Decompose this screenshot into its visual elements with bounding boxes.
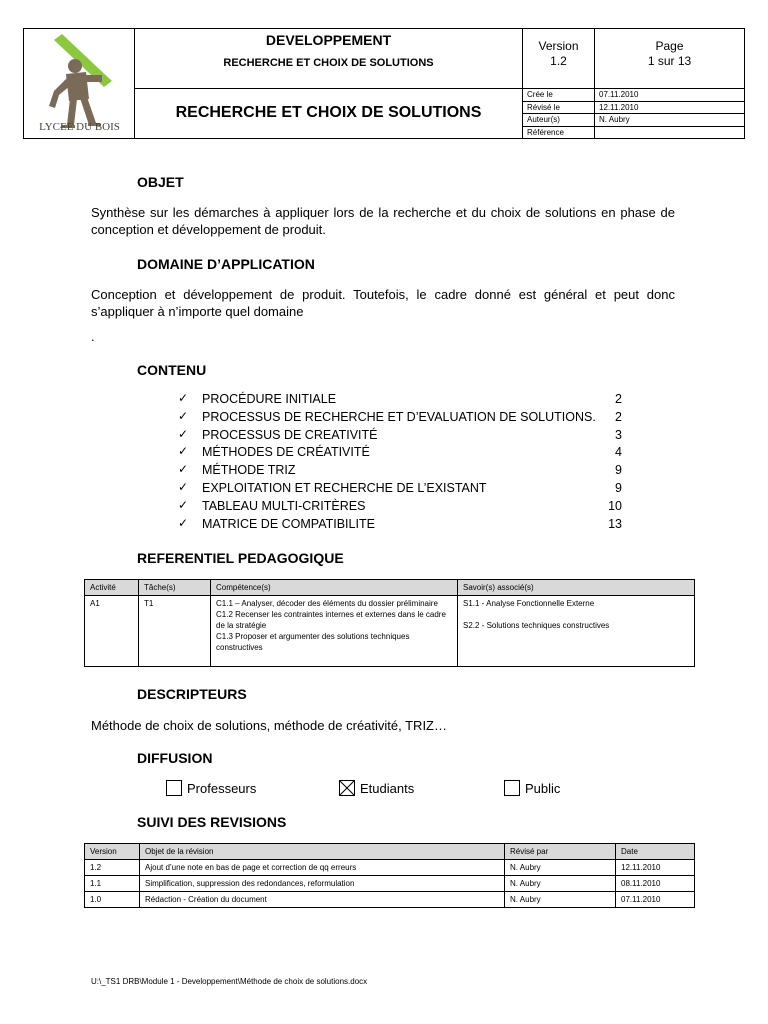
version-cell xyxy=(523,29,595,89)
page-cell xyxy=(595,29,744,89)
revise-par-cell: N. Aubry xyxy=(505,892,616,908)
domaine-text: Conception et développement de produit. Toutefois, le cadre donné est général et peut donc s’appliquer à n’importe quel domaine xyxy=(91,287,675,319)
toc-item[interactable]: ✓ MATRICE DE COMPATIBILITE 13 xyxy=(178,515,622,531)
meta-value: N. Aubry xyxy=(599,115,630,124)
checkbox-label: Professeurs xyxy=(187,781,257,796)
meta-row-author xyxy=(523,114,744,127)
contenu-heading: CONTENU xyxy=(137,362,207,378)
date-cell: 12.11.2010 xyxy=(616,860,695,876)
toc-item[interactable]: ✓ MÉTHODES DE CRÉATIVITÉ 4 xyxy=(178,444,622,460)
checkmark-icon: ✓ xyxy=(178,515,189,530)
domaine-heading: DOMAINE D’APPLICATION xyxy=(137,256,315,272)
header-title-cell xyxy=(135,29,523,89)
savoir-item: S1.1 - Analyse Fonctionnelle Externe xyxy=(463,599,595,608)
column-header: Version xyxy=(85,844,140,860)
checkbox[interactable] xyxy=(166,780,182,796)
checkmark-icon: ✓ xyxy=(178,391,189,405)
competence-item: C1.3 Proposer et argumenter des solutions techniques constructives xyxy=(216,632,410,652)
checkbox-checked[interactable] xyxy=(339,780,355,796)
referentiel-table xyxy=(84,579,695,667)
footer-file-path: U:\_TS1 DRB\Module 1 - Developpement\Méthode de choix de solutions.docx xyxy=(91,977,368,986)
version-cell: 1.2 xyxy=(85,860,140,876)
checkbox-label: Public xyxy=(525,781,561,796)
table-row xyxy=(85,860,695,876)
checkmark-icon: ✓ xyxy=(178,426,189,441)
revise-par-cell: N. Aubry xyxy=(505,876,616,892)
checkmark-icon: ✓ xyxy=(178,497,189,512)
objet-cell: Rédaction - Création du document xyxy=(140,892,505,908)
checkbox[interactable] xyxy=(504,780,520,796)
meta-value: 07.11.2010 xyxy=(599,90,639,99)
meta-value: 12.11.2010 xyxy=(599,102,639,112)
table-header-row xyxy=(85,580,695,596)
savoirs-cell xyxy=(458,596,695,667)
competence-item: C1.1 – Analyser, décoder des éléments du dossier préliminaire xyxy=(216,599,438,608)
checkbox-label: Etudiants xyxy=(360,781,415,796)
column-header: Compétence(s) xyxy=(211,580,458,596)
checkmark-icon: ✓ xyxy=(178,408,189,423)
toc-item[interactable]: ✓ PROCESSUS DE CREATIVITÉ 3 xyxy=(178,426,622,442)
version-cell: 1.0 xyxy=(85,892,140,908)
meta-row-revised xyxy=(523,102,744,115)
diffusion-heading: DIFFUSION xyxy=(137,750,213,766)
date-cell: 08.11.2010 xyxy=(616,876,695,892)
table-row xyxy=(85,596,695,667)
descripteurs-heading: DESCRIPTEURS xyxy=(137,686,247,702)
version-label: Version xyxy=(538,39,579,53)
revisions-table xyxy=(84,843,695,908)
column-header: Savoir(s) associé(s) xyxy=(458,580,695,596)
revisions-heading: SUIVI DES REVISIONS xyxy=(137,814,287,830)
document-header xyxy=(23,28,745,139)
document-meta xyxy=(523,89,744,138)
toc-item[interactable]: ✓ MÉTHODE TRIZ 9 xyxy=(178,462,622,478)
tache-cell: T1 xyxy=(139,596,211,667)
page-value: 1 sur 13 xyxy=(647,54,692,68)
logo-text: LYCEE DU BOIS xyxy=(39,121,120,133)
document-title: RECHERCHE ET CHOIX DE SOLUTIONS xyxy=(135,89,523,138)
competences-cell xyxy=(211,596,458,667)
date-cell: 07.11.2010 xyxy=(616,892,695,908)
version-cell: 1.1 xyxy=(85,876,140,892)
column-header: Objet de la révision xyxy=(140,844,505,860)
section-title: DEVELOPPEMENT xyxy=(265,32,392,48)
meta-key: Auteur(s) xyxy=(523,114,595,126)
school-logo xyxy=(24,29,135,138)
meta-key: Révisé le xyxy=(523,102,595,114)
objet-cell: Simplification, suppression des redondances, reformulation xyxy=(140,876,505,892)
cross-icon xyxy=(340,781,354,795)
meta-key: Référence xyxy=(523,127,595,140)
savoir-item: S2.2 - Solutions techniques constructives xyxy=(463,621,610,630)
column-header: Activité xyxy=(85,580,139,596)
objet-text: Synthèse sur les démarches à appliquer lors de la recherche et du choix de solutions en phase de conception et développement de produit. xyxy=(91,205,675,237)
column-header: Tâche(s) xyxy=(139,580,211,596)
section-subtitle: RECHERCHE ET CHOIX DE SOLUTIONS xyxy=(223,57,434,69)
meta-key: Crée le xyxy=(523,89,595,101)
referentiel-heading: REFERENTIEL PEDAGOGIQUE xyxy=(137,550,344,566)
competence-item: C1.2 Recenser les contraintes internes et externes dans le cadre de la stratégie xyxy=(216,610,446,630)
column-header: Date xyxy=(616,844,695,860)
version-value: 1.2 xyxy=(550,54,567,68)
toc-item[interactable]: ✓ EXPLOITATION ET RECHERCHE DE L’EXISTANT 9 xyxy=(178,479,622,495)
objet-cell: Ajout d’une note en bas de page et correction de qq erreurs xyxy=(140,860,505,876)
table-of-contents xyxy=(178,391,628,533)
column-header: Révisé par xyxy=(505,844,616,860)
page-label: Page xyxy=(655,39,684,53)
toc-item[interactable]: ✓ TABLEAU MULTI-CRITÈRES 10 xyxy=(178,497,622,513)
revise-par-cell: N. Aubry xyxy=(505,860,616,876)
checkmark-icon: ✓ xyxy=(178,479,189,494)
activite-cell: A1 xyxy=(85,596,139,667)
domaine-dot: . xyxy=(91,329,95,344)
meta-row-created xyxy=(523,89,744,102)
toc-item[interactable]: ✓ PROCÉDURE INITIALE 2 xyxy=(178,391,622,406)
toc-item[interactable]: ✓ PROCESSUS DE RECHERCHE ET D’EVALUATION DE SOLUTIONS. 2 xyxy=(178,408,622,424)
objet-heading: OBJET xyxy=(137,174,184,190)
table-header-row xyxy=(85,844,695,860)
meta-row-reference xyxy=(523,127,744,140)
checkmark-icon: ✓ xyxy=(178,444,189,459)
table-row xyxy=(85,876,695,892)
table-row xyxy=(85,892,695,908)
descripteurs-text: Méthode de choix de solutions, méthode de créativité, TRIZ… xyxy=(91,718,448,733)
checkmark-icon: ✓ xyxy=(178,462,189,477)
